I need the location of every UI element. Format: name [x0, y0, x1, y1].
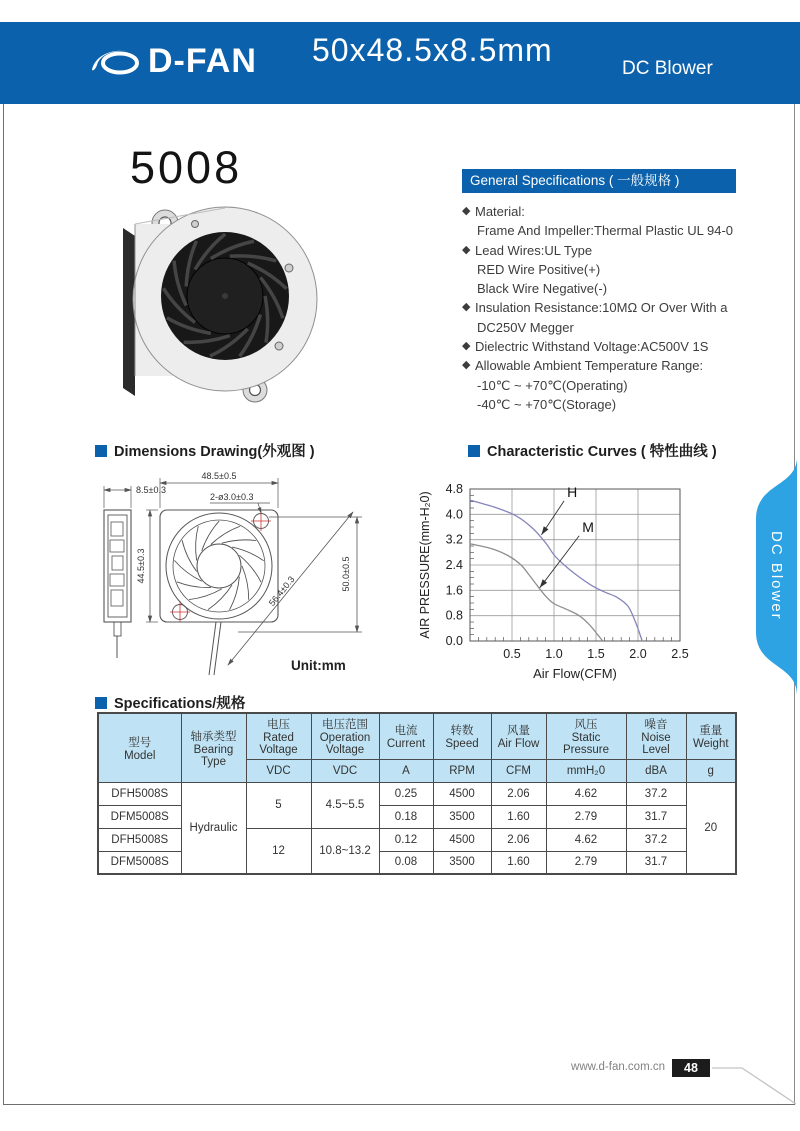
- svg-text:2.4: 2.4: [445, 558, 463, 572]
- blue-square-icon: [468, 445, 480, 457]
- dimensions-section-title: Dimensions Drawing(外观图 ): [95, 440, 315, 461]
- dim-width: 48.5±0.5: [201, 471, 237, 481]
- spec-line: ◆ Material:: [462, 202, 762, 221]
- svg-text:1.0: 1.0: [545, 647, 563, 661]
- blue-square-icon: [95, 697, 107, 709]
- spec-line: ◆ Insulation Resistance:10MΩ Or Over With a: [462, 298, 762, 317]
- svg-text:4.8: 4.8: [445, 482, 463, 496]
- svg-text:4.0: 4.0: [445, 507, 463, 522]
- dim-diagonal: 56.4±0.3: [266, 574, 297, 608]
- spec-line: Black Wire Negative(-): [477, 281, 608, 297]
- svg-text:1.5: 1.5: [587, 647, 605, 661]
- product-photo: [103, 196, 318, 414]
- col-rated-voltage: 电压 Rated Voltage: [246, 713, 311, 759]
- blue-square-icon: [95, 445, 107, 457]
- table-row: DFH5008S Hydraulic 5 4.5~5.5 0.25 4500 2.06 4.62 37.2 20: [98, 782, 736, 805]
- curves-section-title: Characteristic Curves ( 特性曲线 ): [468, 440, 717, 461]
- side-tab: DC Blower: [768, 531, 785, 621]
- col-airflow: 风量 Air Flow: [491, 713, 546, 759]
- col-bearing: 轴承类型 Bearing Type: [181, 713, 246, 782]
- dim-unit: Unit:mm: [291, 658, 346, 673]
- dim-holes: 2-ø3.0±0.3: [210, 492, 254, 502]
- table-header-row: [98, 713, 736, 759]
- dim-outer: 50.0±0.5: [341, 556, 351, 592]
- diamond-bullet-icon: ◆: [462, 359, 471, 372]
- fan-swoosh-icon: [90, 46, 144, 78]
- diamond-bullet-icon: ◆: [462, 301, 471, 314]
- svg-text:1.6: 1.6: [445, 583, 463, 598]
- spec-line: -10℃ ~ +70℃(Operating): [477, 377, 628, 393]
- spec-line: ◆ Lead Wires:UL Type: [462, 241, 762, 260]
- characteristic-curves-chart: [415, 458, 760, 693]
- page-title: 50x48.5x8.5mm: [312, 32, 553, 68]
- specifications-section-title: Specifications/规格: [95, 692, 245, 713]
- svg-text:3.2: 3.2: [445, 532, 463, 547]
- svg-text:0.0: 0.0: [445, 634, 463, 648]
- dimensions-drawing: [88, 460, 423, 692]
- page-border-left: [3, 22, 4, 1105]
- col-noise: 噪音 Noise Level: [626, 713, 686, 759]
- col-current: 电流 Current: [379, 713, 433, 759]
- footer-website: www.d-fan.com.cn: [571, 1061, 665, 1073]
- col-pressure: 风压 Static Pressure: [546, 713, 626, 759]
- general-specs-header: General Specifications ( 一般规格 ): [462, 169, 736, 193]
- col-weight: 重量 Weight: [686, 713, 736, 759]
- svg-text:M: M: [582, 518, 594, 535]
- diamond-bullet-icon: ◆: [462, 340, 471, 353]
- spec-line: Frame And Impeller:Thermal Plastic UL 94-0: [477, 223, 734, 239]
- svg-text:2.5: 2.5: [671, 647, 689, 661]
- diamond-bullet-icon: ◆: [462, 205, 471, 217]
- page-subtitle: DC Blower: [622, 58, 713, 79]
- svg-text:H: H: [567, 483, 578, 500]
- spec-line: ◆ Allowable Ambient Temperature Range:: [462, 356, 762, 375]
- diamond-bullet-icon: ◆: [462, 243, 471, 256]
- model-number: 5008: [130, 142, 243, 193]
- spec-line: RED Wire Positive(+): [477, 261, 601, 277]
- logo-text: D-FAN: [148, 42, 257, 80]
- brand-logo: [90, 42, 257, 81]
- table-unit-row: VDC VDC A RPM CFM mmH₂0 dBA g: [98, 759, 736, 782]
- svg-text:2.0: 2.0: [629, 647, 647, 661]
- svg-text:0.5: 0.5: [503, 647, 521, 661]
- col-speed: 转数 Speed: [433, 713, 491, 759]
- page-number-badge: 48: [672, 1059, 710, 1077]
- svg-text:0.8: 0.8: [445, 608, 463, 623]
- bearing-cell: Hydraulic: [181, 782, 246, 874]
- general-specs-list: [462, 202, 762, 414]
- svg-text:Air Flow(CFM): Air Flow(CFM): [533, 666, 617, 681]
- col-operation-voltage: 电压范围 Operation Voltage: [311, 713, 379, 759]
- col-model: 型号 Model: [98, 713, 181, 782]
- spec-line: DC250V Megger: [477, 319, 574, 335]
- spec-line: -40℃ ~ +70℃(Storage): [477, 396, 617, 412]
- svg-text:AIR PRESSURE(mm-H₂0): AIR PRESSURE(mm-H₂0): [418, 491, 432, 639]
- table-row: DFM5008S 0.08 3500 1.60 2.79 31.7: [98, 851, 736, 874]
- dim-height: 44.5±0.3: [136, 548, 146, 584]
- spec-table: [97, 712, 737, 875]
- dim-side-width: 8.5±0.3: [136, 485, 166, 495]
- weight-cell: 20: [686, 782, 736, 874]
- spec-line: ◆ Dielectric Withstand Voltage:AC500V 1S: [462, 337, 762, 356]
- table-row: DFH5008S 12 10.8~13.2 0.12 4500 2.06 4.62 37.2: [98, 828, 736, 851]
- table-row: DFM5008S 0.18 3500 1.60 2.79 31.7: [98, 805, 736, 828]
